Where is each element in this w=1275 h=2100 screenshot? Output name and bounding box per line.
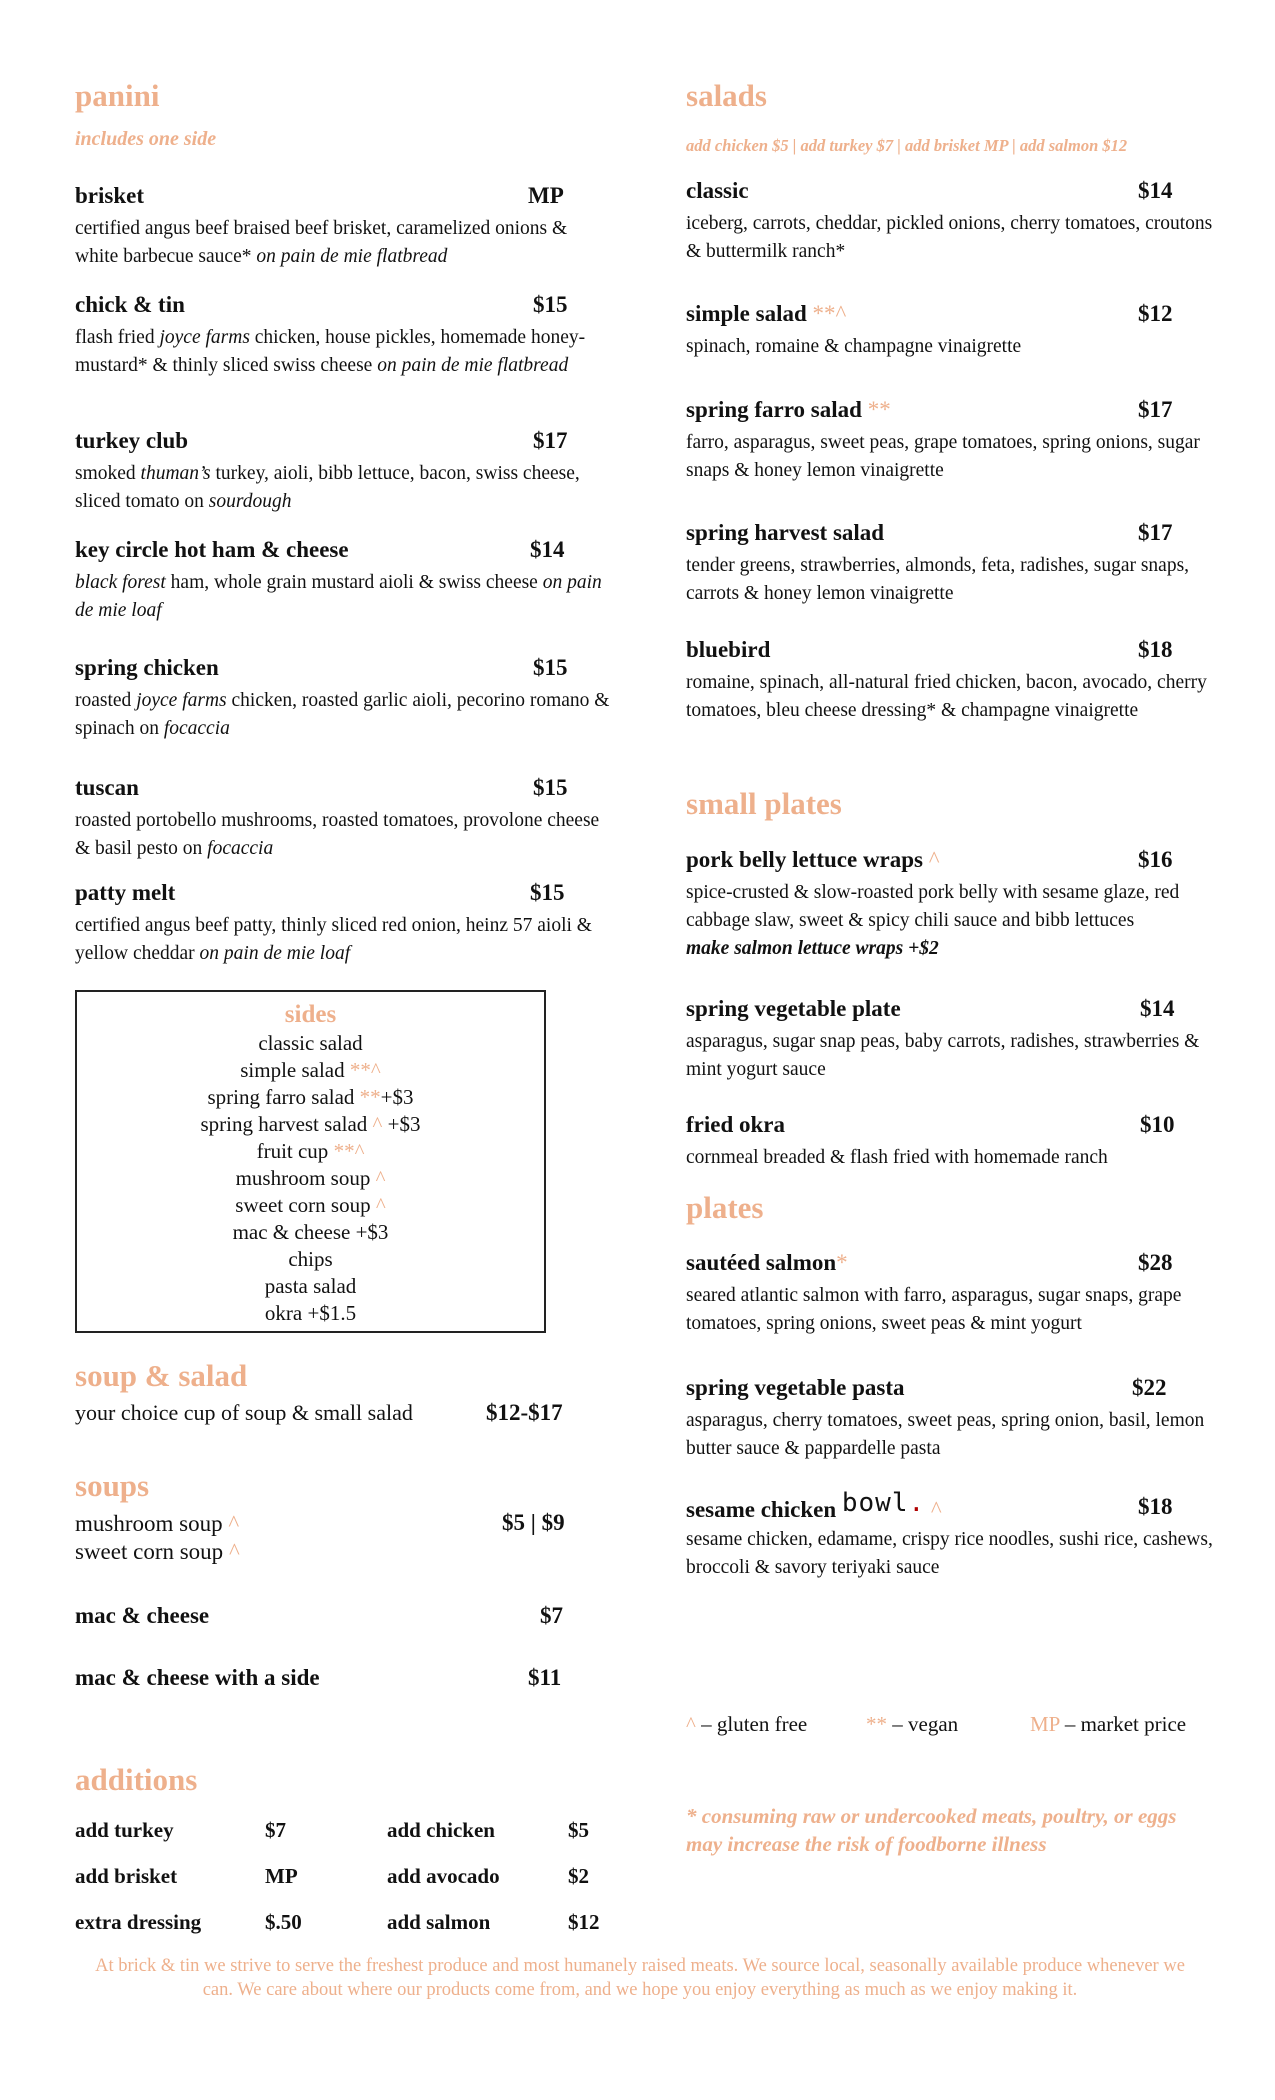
side-item — [77, 1084, 544, 1111]
item-name-text: pork belly lettuce wraps — [686, 847, 929, 872]
desc-part: ham, whole grain mustard aioli & swiss cheese — [165, 572, 543, 593]
bowl-logo-dot: . — [908, 1488, 926, 1518]
additions-heading: additions — [75, 1762, 198, 1797]
panini-item-price: $15 — [533, 292, 568, 317]
item-mark: ** — [867, 397, 891, 422]
addition-price: $2 — [568, 1864, 589, 1888]
item-name-text: classic — [686, 178, 749, 203]
side-item-extra: +$3 — [380, 1085, 414, 1109]
panini-heading: panini — [75, 78, 160, 113]
desc-part: sesame chicken, edamame, crispy rice noodles, sushi rice, cashews, broccoli & savory teriyaki sauce — [686, 1529, 1213, 1578]
panini-item-description — [75, 912, 615, 968]
side-item — [77, 1246, 544, 1273]
item-name — [686, 397, 891, 423]
panini-item-description — [75, 807, 615, 863]
desc-part: romaine, spinach, all-natural fried chicken, bacon, avocado, cherry tomatoes, bleu cheese dressing* & champagne vinaigrette — [686, 672, 1207, 721]
legend-gluten-free: ^ – gluten free — [686, 1712, 808, 1736]
desc-part: cornmeal breaded & flash fried with homemade ranch — [686, 1147, 1108, 1168]
desc-part: roasted portobello mushrooms, roasted tomatoes, provolone cheese & basil pesto on — [75, 810, 600, 859]
panini-item-name: patty melt — [75, 880, 176, 905]
soups-heading: soups — [75, 1468, 150, 1503]
mac-cheese-side-price: $11 — [528, 1665, 562, 1690]
sides-list — [77, 1030, 544, 1327]
side-item-text: sweet corn soup — [235, 1193, 376, 1217]
addition-price: $12 — [568, 1910, 600, 1934]
desc-part: asparagus, cherry tomatoes, sweet peas, spring onion, basil, lemon butter sauce & pappardelle pasta — [686, 1410, 1205, 1459]
panini-item-price: $15 — [530, 880, 565, 905]
desc-part: spice-crusted & slow-roasted pork belly with sesame glaze, red cabbage slaw, sweet & spicy chili sauce and bibb lettuces — [686, 882, 1180, 931]
item-mark: ^ — [928, 847, 940, 872]
item-price: $17 — [1138, 520, 1173, 545]
desc-part: certified angus beef braised beef brisket, caramelized onions & white barbecue sauce* — [75, 218, 568, 267]
item-name — [686, 178, 749, 204]
item-name-text: bluebird — [686, 637, 771, 662]
item-price: $18 — [1138, 1494, 1173, 1519]
sweet-corn-soup-item: sweet corn soup ^ — [75, 1539, 240, 1564]
panini-item-price: $14 — [530, 537, 565, 562]
item-name — [686, 1488, 942, 1524]
legend-vegan: ** – vegan — [866, 1712, 959, 1736]
desc-part: farro, asparagus, sweet peas, grape tomatoes, spring onions, sugar snaps & honey lemon vinaigrette — [686, 432, 1200, 481]
addition-name: add salmon — [387, 1910, 491, 1934]
desc-part: iceberg, carrots, cheddar, pickled onions, cherry tomatoes, croutons & buttermilk ranch* — [686, 213, 1213, 262]
plates-heading: plates — [686, 1190, 764, 1225]
side-item-text: chips — [288, 1247, 333, 1271]
item-price: $10 — [1140, 1112, 1175, 1137]
salads-note: add chicken $5 | add turkey $7 | add brisket MP | add salmon $12 — [686, 136, 1128, 155]
item-name-text: spring vegetable plate — [686, 996, 901, 1021]
item-mark: ^ — [925, 1497, 942, 1522]
mac-cheese-side-name: mac & cheese with a side — [75, 1665, 320, 1690]
bowl-logo — [842, 1488, 925, 1518]
soups-price: $5 | $9 — [502, 1510, 565, 1535]
desc-part: turkey, aioli, bibb lettuce, bacon, swiss cheese, sliced tomato on — [75, 463, 580, 512]
panini-item-name: turkey club — [75, 428, 189, 453]
panini-item-description — [75, 569, 615, 625]
item-description — [686, 879, 1216, 935]
item-name-text: simple salad — [686, 301, 813, 326]
item-name-text: spring farro salad — [686, 397, 868, 422]
side-item-mark: ** — [359, 1085, 381, 1109]
item-description — [686, 669, 1216, 725]
panini-item-description — [75, 687, 615, 743]
desc-part: seared atlantic salmon with farro, asparagus, sugar snaps, grape tomatoes, spring onions, sweet peas & mint yogurt — [686, 1285, 1182, 1334]
side-item-text: spring farro salad — [207, 1085, 360, 1109]
side-item-text: spring harvest salad — [200, 1112, 373, 1136]
panini-item-name: spring chicken — [75, 655, 219, 680]
footer-statement: At brick & tin we strive to serve the freshest produce and most humanely raised meats. We source local, seasonally available produce whenever we can. We care about where our products come from, and we hope you enjoy everything as much as we enjoy making it. — [95, 1956, 1185, 2000]
desc-part: roasted — [75, 690, 137, 711]
sides-box — [75, 990, 546, 1333]
item-description — [686, 1407, 1216, 1463]
mac-cheese-name: mac & cheese — [75, 1603, 210, 1628]
desc-part: tender greens, strawberries, almonds, feta, radishes, sugar snaps, carrots & honey lemon vinaigrette — [686, 555, 1190, 604]
panini-item-price: $17 — [533, 428, 568, 453]
item-name-text: spring vegetable pasta — [686, 1375, 905, 1400]
soup-salad-price: $12-$17 — [486, 1400, 563, 1425]
desc-part: joyce farms — [159, 327, 250, 348]
desc-part: smoked — [75, 463, 141, 484]
item-description — [686, 333, 1216, 361]
panini-item-description — [75, 460, 615, 516]
side-item-text: mac & cheese +$3 — [232, 1220, 389, 1244]
item-price: $28 — [1138, 1250, 1173, 1275]
side-item — [77, 1300, 544, 1327]
side-item — [77, 1165, 544, 1192]
item-price: $12 — [1138, 301, 1173, 326]
desc-part: black forest — [75, 572, 166, 593]
item-price: $17 — [1138, 397, 1173, 422]
side-item-text: mushroom soup — [235, 1166, 376, 1190]
salads-heading: salads — [686, 78, 767, 113]
item-extra-note: make salmon lettuce wraps +$2 — [686, 938, 939, 959]
soup-salad-text: your choice cup of soup & small salad — [75, 1400, 413, 1425]
item-name — [686, 847, 940, 873]
item-price: $14 — [1140, 996, 1175, 1021]
side-item-text: simple salad — [240, 1058, 350, 1082]
side-item-text: pasta salad — [264, 1274, 357, 1298]
item-description — [686, 1028, 1216, 1084]
item-name-text: sesame chicken — [686, 1497, 842, 1522]
side-item — [77, 1192, 544, 1219]
addition-name: add brisket — [75, 1864, 178, 1888]
desc-part: focaccia — [207, 838, 274, 859]
mushroom-soup-item: mushroom soup ^ — [75, 1511, 240, 1536]
addition-price: $5 — [568, 1818, 589, 1842]
desc-part: on pain de mie loaf — [75, 572, 602, 621]
addition-price: $.50 — [265, 1910, 302, 1934]
item-description — [686, 1282, 1216, 1338]
item-description — [686, 1526, 1216, 1582]
desc-part: thuman’s — [140, 463, 211, 484]
item-name — [686, 520, 884, 546]
item-name — [686, 637, 770, 663]
side-item-mark: **^ — [333, 1139, 365, 1163]
item-price: $14 — [1138, 178, 1173, 203]
item-price: $18 — [1138, 637, 1173, 662]
side-item-mark: ^ — [375, 1193, 386, 1217]
side-item-text: fruit cup — [256, 1139, 334, 1163]
side-item — [77, 1057, 544, 1084]
panini-item-description — [75, 324, 615, 380]
item-mark: **^ — [812, 301, 847, 326]
small-plates-heading: small plates — [686, 786, 842, 821]
foodborne-warning: * consuming raw or undercooked meats, poultry, or eggs may increase the risk of foodborne illness — [686, 1804, 1177, 1856]
panini-item-name: chick & tin — [75, 292, 185, 317]
panini-note: includes one side — [75, 128, 217, 150]
desc-part: joyce farms — [136, 690, 227, 711]
side-item-mark: ^ — [375, 1166, 386, 1190]
item-name-text: fried okra — [686, 1112, 786, 1137]
desc-part: sourdough — [208, 491, 292, 512]
sides-heading: sides — [284, 1001, 337, 1028]
item-name — [686, 996, 901, 1022]
desc-part: chicken, house pickles, homemade honey-mustard* & thinly sliced swiss cheese — [75, 327, 586, 376]
addition-price: $7 — [265, 1818, 286, 1842]
side-item-extra: +$3 — [382, 1112, 421, 1136]
side-item-text: okra +$1.5 — [264, 1301, 357, 1325]
addition-name: add chicken — [387, 1818, 495, 1842]
soups-list — [75, 1510, 240, 1566]
mac-cheese-price: $7 — [540, 1603, 563, 1628]
item-description — [686, 1144, 1216, 1172]
item-price: $22 — [1132, 1375, 1167, 1400]
item-name-text: spring harvest salad — [686, 520, 885, 545]
legend-market-price: MP – market price — [1030, 1712, 1187, 1736]
desc-part: on pain de mie flatbread — [377, 355, 569, 376]
side-item — [77, 1138, 544, 1165]
item-name — [686, 301, 846, 327]
panini-item-name: key circle hot ham & cheese — [75, 537, 349, 562]
desc-part: spinach, romaine & champagne vinaigrette — [686, 336, 1022, 357]
desc-part: certified angus beef patty, thinly sliced red onion, heinz 57 aioli & yellow cheddar — [75, 915, 592, 964]
side-item — [77, 1111, 544, 1138]
desc-part: asparagus, sugar snap peas, baby carrots, radishes, strawberries & mint yogurt sauce — [686, 1031, 1200, 1080]
item-description — [686, 429, 1216, 485]
item-description — [686, 210, 1216, 266]
addition-name: add avocado — [387, 1864, 500, 1888]
side-item-mark: **^ — [349, 1058, 381, 1082]
item-name — [686, 1112, 785, 1138]
item-price: $16 — [1138, 847, 1173, 872]
bowl-logo-text: bowl — [841, 1488, 909, 1518]
panini-item-price: MP — [528, 183, 564, 208]
item-name-text: sautéed salmon — [686, 1250, 837, 1275]
desc-part: on pain de mie loaf — [199, 943, 351, 964]
panini-item-name: tuscan — [75, 775, 139, 800]
panini-item-price: $15 — [533, 655, 568, 680]
desc-part: focaccia — [163, 718, 230, 739]
desc-part: on pain de mie flatbread — [256, 246, 448, 267]
side-item — [77, 1273, 544, 1300]
item-mark: * — [836, 1250, 848, 1275]
addition-price: MP — [265, 1864, 298, 1888]
item-name — [686, 1375, 905, 1401]
side-item — [77, 1219, 544, 1246]
desc-part: chicken, roasted garlic aioli, pecorino romano & spinach on — [75, 690, 610, 739]
panini-item-description — [75, 215, 615, 271]
item-description — [686, 552, 1216, 608]
desc-part: flash fried — [75, 327, 160, 348]
side-item-text: classic salad — [258, 1031, 363, 1055]
panini-item-price: $15 — [533, 775, 568, 800]
soup-salad-heading: soup & salad — [75, 1358, 248, 1393]
item-name — [686, 1250, 848, 1276]
panini-item-name: brisket — [75, 183, 144, 208]
side-item — [77, 1030, 544, 1057]
addition-name: add turkey — [75, 1818, 174, 1842]
side-item-mark: ^ — [372, 1112, 383, 1136]
addition-name: extra dressing — [75, 1910, 202, 1934]
